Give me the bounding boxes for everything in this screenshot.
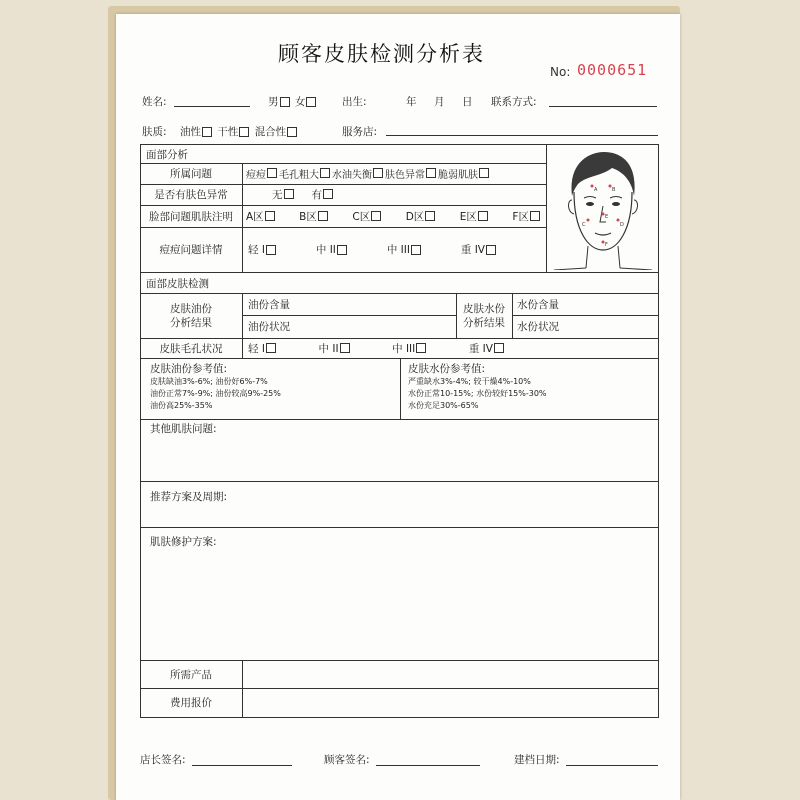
pore-level-4-label: 重 IV: [468, 342, 493, 355]
acne-level-1-label: 轻 I: [248, 244, 265, 256]
form-sheet: [116, 14, 680, 800]
problem-balance-label: 水油失衡: [332, 170, 372, 181]
birth-label: 出生:: [342, 96, 367, 108]
mixed-checkbox[interactable]: [287, 127, 297, 137]
zone-c-checkbox[interactable]: [371, 211, 381, 221]
serial-number: 0000651: [577, 61, 648, 79]
problem-fragile-label: 脆弱肌肤: [438, 170, 478, 181]
svg-text:A: A: [594, 187, 598, 193]
manager-sign-label: 店长签名:: [140, 754, 186, 766]
oil-result-label-line2: 分析结果: [170, 316, 212, 329]
table-bottom-border: [140, 717, 658, 718]
male-checkbox[interactable]: [280, 97, 290, 107]
other-problems-label: 其他肌肤问题:: [150, 423, 217, 435]
oily-label: 油性: [180, 126, 201, 138]
manager-sign-field[interactable]: [192, 765, 292, 766]
gender-group: [268, 94, 318, 109]
serial-label: No:: [550, 65, 571, 79]
abnormal-no-checkbox[interactable]: [284, 189, 294, 199]
pore-level-2-checkbox[interactable]: [340, 343, 350, 353]
zone-f-checkbox[interactable]: [530, 211, 540, 221]
zone-e-label: E区: [459, 210, 477, 223]
svg-text:F: F: [605, 242, 608, 248]
problem-color-checkbox[interactable]: [426, 168, 436, 178]
table-right-border: [658, 144, 659, 718]
mixed-label: 混合性: [254, 126, 287, 138]
pore-level-1-label: 轻 I: [248, 342, 265, 355]
abnormal-yes-checkbox[interactable]: [323, 189, 333, 199]
problem-pores-checkbox[interactable]: [320, 168, 330, 178]
water-result-label-line2: 分析结果: [463, 316, 505, 329]
female-checkbox[interactable]: [306, 97, 316, 107]
problem-fragile-checkbox[interactable]: [479, 168, 489, 178]
zone-b-checkbox[interactable]: [318, 211, 328, 221]
oil-result-label: [140, 293, 242, 338]
divider: [400, 358, 401, 419]
cost-label: 费用报价: [170, 697, 212, 709]
problem-color-label: 肤色异常: [385, 170, 425, 181]
zone-label: 脸部问题肌肤注明: [149, 210, 233, 223]
svg-text:E: E: [605, 214, 609, 220]
pore-levels: [248, 338, 506, 358]
dry-checkbox[interactable]: [239, 127, 249, 137]
water-reference-line-3: 水份充足30%-65%: [408, 401, 479, 410]
face-diagram-icon: [548, 146, 656, 270]
problem-type-label: 所属问题: [170, 168, 212, 180]
water-result-label-line1: 皮肤水份: [463, 302, 505, 315]
repair-plan-label: 肌肤修护方案:: [150, 536, 217, 548]
pore-level-4-checkbox[interactable]: [494, 343, 504, 353]
water-content-label: 水份含量: [517, 298, 559, 311]
divider: [140, 358, 658, 359]
pore-level-1-checkbox[interactable]: [266, 343, 276, 353]
divider: [242, 293, 243, 358]
acne-level-3-label: 中 III: [386, 244, 410, 256]
customer-sign-label: 顾客签名:: [324, 754, 370, 766]
water-result-label: [456, 293, 512, 338]
problem-pores-label: 毛孔粗大: [279, 170, 319, 181]
divider: [140, 272, 658, 273]
acne-level-2-label: 中 II: [315, 244, 336, 256]
abnormal-color-label: 是否有肤色异常: [154, 189, 228, 201]
store-field[interactable]: [386, 135, 658, 136]
divider: [140, 527, 658, 528]
store-label: 服务店:: [342, 126, 378, 138]
oil-reference-line-3: 油份高25%-35%: [150, 401, 213, 410]
acne-level-1-checkbox[interactable]: [266, 245, 276, 255]
contact-label: 联系方式:: [491, 96, 537, 108]
products-label: 所需产品: [170, 668, 212, 681]
problem-balance-checkbox[interactable]: [373, 168, 383, 178]
zone-a-label: A区: [246, 210, 264, 223]
svg-text:D: D: [620, 222, 624, 228]
oil-status-label: 油份状况: [248, 321, 290, 333]
face-analysis-title: 面部分析: [146, 148, 188, 161]
zone-d-label: D区: [405, 210, 425, 223]
year-label: 年: [406, 96, 417, 108]
problem-acne-checkbox[interactable]: [267, 168, 277, 178]
abnormal-no-label: 无: [272, 189, 283, 201]
zone-b-label: B区: [299, 210, 317, 223]
acne-level-3-checkbox[interactable]: [411, 245, 421, 255]
water-status-label: 水份状况: [517, 321, 559, 333]
oil-reference-line-2: 油份正常7%-9%; 油份较高9%-25%: [150, 389, 281, 398]
water-reference-line-2: 水份正常10-15%; 水份较好15%-30%: [408, 389, 547, 398]
svg-text:C: C: [582, 222, 586, 228]
oil-reference-title: 皮肤油份参考值:: [150, 363, 228, 375]
female-label: 女: [294, 96, 306, 108]
pore-level-3-checkbox[interactable]: [416, 343, 426, 353]
water-reference-line-1: 严重缺水3%-4%; 较干燥4%-10%: [408, 377, 531, 386]
zone-e-checkbox[interactable]: [478, 211, 488, 221]
oily-checkbox[interactable]: [202, 127, 212, 137]
customer-sign-field[interactable]: [376, 765, 480, 766]
skin-test-title: 面部皮肤检测: [146, 277, 209, 290]
svg-text:B: B: [612, 187, 616, 193]
pore-level-3-label: 中 III: [392, 342, 416, 355]
skin-type-label: 肤质:: [142, 126, 167, 138]
zone-d-checkbox[interactable]: [425, 211, 435, 221]
month-label: 月: [434, 96, 445, 108]
divider: [140, 419, 658, 420]
problem-acne-label: 痘痘: [246, 170, 266, 181]
oil-reference-line-1: 皮肤缺油3%-6%; 油份好6%-7%: [150, 377, 268, 386]
zone-options: [246, 205, 542, 227]
table-top-border: [140, 144, 658, 145]
acne-levels: [248, 227, 498, 272]
divider: [242, 163, 243, 272]
abnormal-yes-label: 有: [311, 189, 322, 201]
page-title: 顾客皮肤检测分析表: [278, 42, 485, 66]
zone-f-label: F区: [512, 210, 529, 223]
acne-level-4-label: 重 IV: [460, 244, 485, 256]
abnormal-options: [272, 184, 335, 205]
zone-a-checkbox[interactable]: [265, 211, 275, 221]
acne-level-2-checkbox[interactable]: [337, 245, 347, 255]
contact-field[interactable]: [549, 106, 657, 107]
face-image-border: [546, 144, 547, 272]
male-label: 男: [268, 96, 279, 108]
name-field[interactable]: [174, 106, 250, 107]
file-date-field[interactable]: [566, 765, 658, 766]
oil-content-label: 油份含量: [248, 298, 290, 311]
day-label: 日: [462, 96, 473, 108]
acne-level-4-checkbox[interactable]: [486, 245, 496, 255]
zone-c-label: C区: [352, 210, 371, 223]
name-label: 姓名:: [142, 96, 167, 108]
skin-type-options: [180, 124, 299, 139]
oil-result-label-line1: 皮肤油份: [170, 302, 212, 315]
dry-label: 干性: [217, 126, 239, 138]
pore-level-2-label: 中 II: [318, 342, 339, 355]
acne-detail-label: 痘痘问题详情: [159, 244, 223, 256]
file-date-label: 建档日期:: [514, 754, 560, 766]
divider: [140, 481, 658, 482]
water-reference-title: 皮肤水份参考值:: [408, 363, 486, 375]
recommend-label: 推荐方案及周期:: [150, 491, 228, 503]
problem-options: [246, 163, 491, 184]
pore-label: 皮肤毛孔状况: [159, 342, 223, 355]
